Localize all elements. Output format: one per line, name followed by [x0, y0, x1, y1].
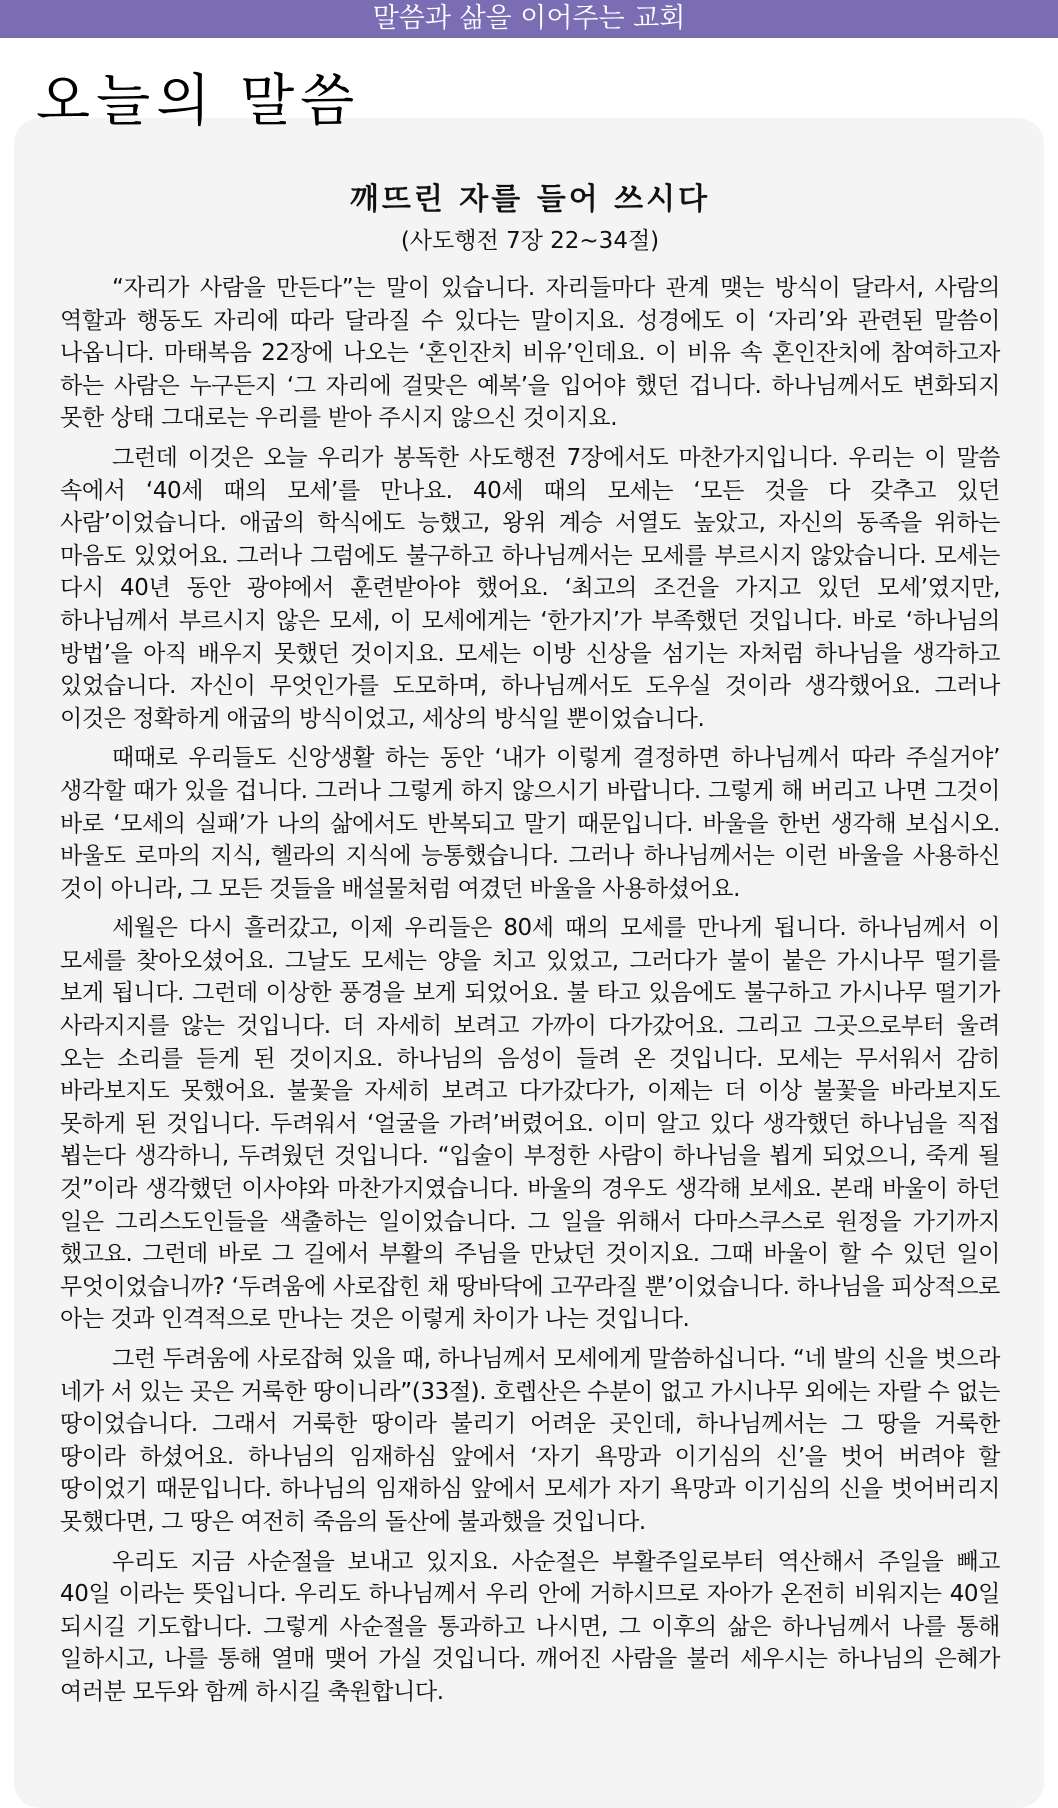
- scripture-reference: (사도행전 7장 22~34절): [400, 228, 660, 254]
- sermon-card: [14, 118, 1044, 1808]
- church-banner: 말씀과 삶을 이어주는 교회: [0, 0, 1058, 38]
- section-heading: 오늘의 말씀: [36, 69, 361, 134]
- sermon-paragraph: 때때로 우리들도 신앙생활 하는 동안 ‘내가 이렇게 결정하면 하나님께서 따라 주실거야’ 생각할 때가 있을 겁니다. 그러나 그렇게 하지 않으시기 바랍니다. 그렇게 해 버리고 나면 그것이 바로 ‘모세의 실패’가 나의 삶에서도 반복되고 말기 때문입니다. 바울을 한번 생각해 보십시오. 바울도 로마의 지식, 헬라의 지식에 능통했습니다. 그러나 하나님께서는 이런 바울을 사용하신 것이 아니라, 그 모든 것들을 배설물처럼 여겼던 바울을 사용하셨어요.: [60, 745, 1000, 902]
- sermon-paragraph: 세월은 다시 흘러갔고, 이제 우리들은 80세 때의 모세를 만나게 됩니다. 하나님께서 이 모세를 찾아오셨어요. 그날도 모세는 양을 치고 있었고, 그러다가 불이 붙은 가시나무 떨기를 보게 됩니다. 그런데 이상한 풍경을 보게 되었어요. 불 타고 있음에도 불구하고 가시나무 떨기가 사라지지를 않는 것입니다. 더 자세히 보려고 가까이 다가갔어요. 그리고 그곳으로부터 울려 오는 소리를 듣게 된 것이지요. 하나님의 음성이 들려 온 것입니다. 모세는 무서워서 감히 바라보지도 못했어요. 불꽃을 자세히 보려고 다가갔다가, 이제는 더 이상 불꽃을 바라보지도 못하게 된 것입니다. 두려워서 ‘얼굴을 가려’버렸어요. 이미 알고 있다 생각했던 하나님을 직접 뵙는다 생각하니, 두려웠던 것입니다. “입술이 부정한 사람이 하나님을 뵙게 되었으니, 죽게 될 것”이라 생각했던 이사야와 마찬가지였습니다. 바울의 경우도 생각해 보세요. 본래 바울이 하던 일은 그리스도인들을 색출하는 일이었습니다. 그 일을 위해서 다마스쿠스로 원정을 가기까지 했고요. 그런데 바로 그 길에서 부활의 주님을 만났던 것이지요. 그때 바울이 할 수 있던 일이 무엇이었습니까? ‘두려움에 사로잡힌 채 땅바닥에 고꾸라질 뿐’이었습니다. 하나님을 피상적으로 아는 것과 인격적으로 만나는 것은 이렇게 차이가 나는 것입니다.: [60, 915, 1000, 1333]
- sermon-paragraph: “자리가 사람을 만든다”는 말이 있습니다. 자리들마다 관계 맺는 방식이 달라서, 사람의 역할과 행동도 자리에 따라 달라질 수 있다는 말이지요. 성경에도 이 ‘자리’와 관련된 말씀이 나옵니다. 마태복음 22장에 나오는 ‘혼인잔치 비유’인데요. 이 비유 속 혼인잔치에 참여하고자 하는 사람은 누구든지 ‘그 자리에 걸맞은 예복’을 입어야 했던 겁니다. 하나님께서도 변화되지 못한 상태 그대로는 우리를 받아 주시지 않으신 것이지요.: [60, 275, 1000, 432]
- sermon-paragraph: 그런데 이것은 오늘 우리가 봉독한 사도행전 7장에서도 마찬가지입니다. 우리는 이 말씀 속에서 ‘40세 때의 모세’를 만나요. 40세 때의 모세는 ‘모든 것을 다 갖추고 있던 사람’이었습니다. 애굽의 학식에도 능했고, 왕위 계승 서열도 높았고, 자신의 동족을 위하는 마음도 있었어요. 그러나 그럼에도 불구하고 하나님께서는 모세를 부르시지 않았습니다. 모세는 다시 40년 동안 광야에서 훈련받아야 했어요. ‘최고의 조건을 가지고 있던 모세’였지만, 하나님께서 부르시지 않은 모세, 이 모세에게는 ‘한가지’가 부족했던 것입니다. 바로 ‘하나님의 방법’을 아직 배우지 못했던 것이지요. 모세는 이방 신상을 섬기는 자처럼 하나님을 생각하고 있었습니다. 자신이 무엇인가를 도모하며, 하나님께서도 도우실 것이라 생각했어요. 그러나 이것은 정확하게 애굽의 방식이었고, 세상의 방식일 뿐이었습니다.: [60, 444, 1000, 732]
- sermon-paragraph: 그런 두려움에 사로잡혀 있을 때, 하나님께서 모세에게 말씀하십니다. “네 발의 신을 벗으라 네가 서 있는 곳은 거룩한 땅이니라”(33절). 호렙산은 수분이 없고 가시나무 외에는 자랄 수 없는 땅이었습니다. 그래서 거룩한 땅이라 불리기 어려운 곳인데, 하나님께서는 그 땅을 거룩한 땅이라 하셨어요. 하나님의 임재하심 앞에서 ‘자기 욕망과 이기심의 신’을 벗어 버려야 할 땅이었기 때문입니다. 하나님의 임재하심 앞에서 모세가 자기 욕망과 이기심의 신을 벗어버리지 못했다면, 그 땅은 여전히 죽음의 돌산에 불과했을 것입니다.: [60, 1346, 1000, 1535]
- sermon-body: [60, 272, 1000, 1709]
- sermon-title: 깨뜨린 자를 들어 쓰시다: [349, 182, 711, 217]
- sermon-paragraph: 우리도 지금 사순절을 보내고 있지요. 사순절은 부활주일로부터 역산해서 주일을 빼고 40일 이라는 뜻입니다. 우리도 하나님께서 우리 안에 거하시므로 자아가 온전히 비워지는 40일 되시길 기도합니다. 그렇게 사순절을 통과하고 나시면, 그 이후의 삶은 하나님께서 나를 통해 일하시고, 나를 통해 열매 맺어 가실 것입니다. 깨어진 사람을 불러 세우시는 하나님의 은혜가 여러분 모두와 함께 하시길 축원합니다.: [60, 1548, 1000, 1705]
